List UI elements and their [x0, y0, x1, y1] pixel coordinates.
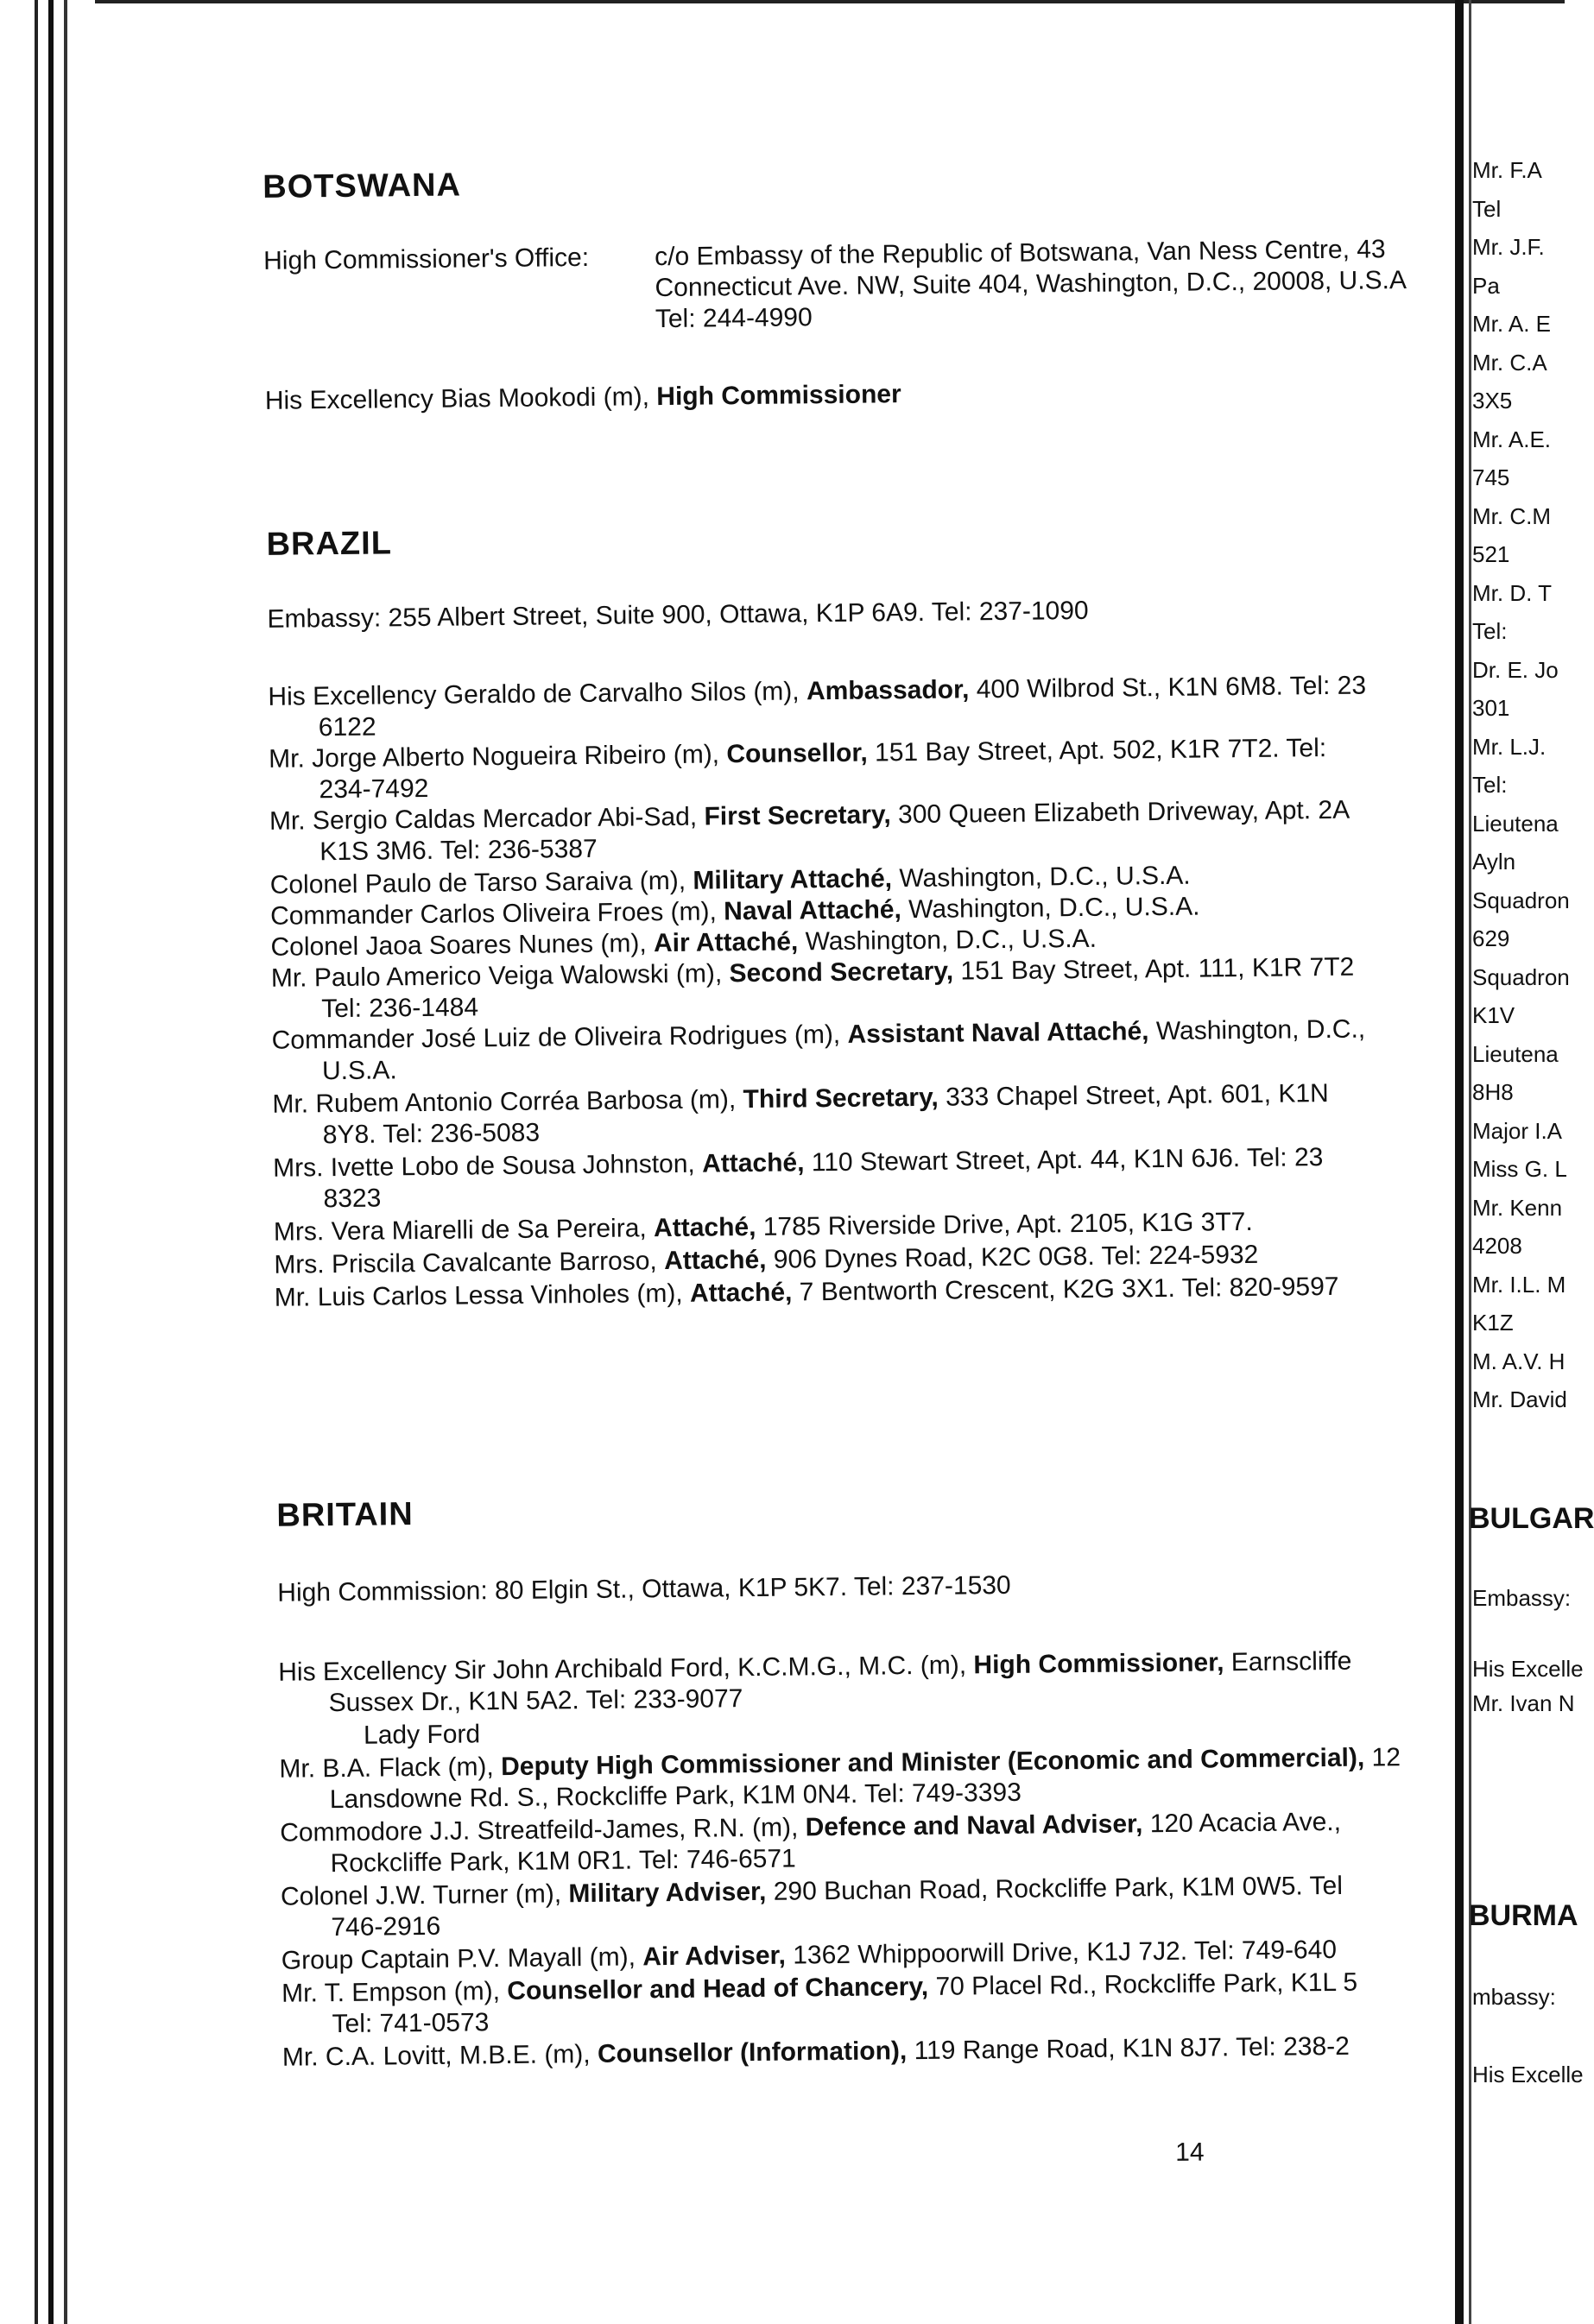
office-label: Embassy: [267, 603, 382, 634]
facing-line: Mr. A. E [1472, 311, 1552, 337]
entry-name: Mrs. Vera Miarelli de Sa Pereira, [273, 1214, 655, 1247]
facing-line: Lieutena [1472, 1041, 1559, 1067]
entry-address: 906 Dynes Road, K2C 0G8. Tel: 224-5932 [766, 1240, 1259, 1274]
facing-line: Tel [1472, 196, 1502, 222]
facing-line: Mr. C.A [1472, 350, 1547, 376]
office-label: High Commission: [277, 1576, 488, 1607]
entry-title: First Secretary, [704, 800, 891, 831]
facing-line: Mr. Kenn [1472, 1195, 1563, 1221]
facing-line: K1V [1472, 1002, 1515, 1028]
facing-page-edge [1455, 0, 1594, 2324]
facing-heading-burma: BURMA [1469, 1899, 1578, 1932]
entry-name: His Excellency Bias Mookodi (m), [264, 382, 657, 415]
entry-title: Air Adviser, [642, 1941, 787, 1972]
entry-address: 7 Bentworth Crescent, K2G 3X1. Tel: 820-9597 [792, 1272, 1339, 1307]
entry-title: Second Secretary, [729, 957, 954, 988]
entry-address: 151 Bay Street, Apt. 111, K1R 7T2 [952, 952, 1355, 986]
facing-line: Mr. J.F. [1472, 234, 1545, 260]
facing-line: 8H8 [1472, 1079, 1514, 1105]
entry-continuation: U.S.A. [321, 1056, 397, 1086]
entry-title: Third Secretary, [743, 1083, 939, 1115]
entry-address: 300 Queen Elizabeth Driveway, Apt. 2A [890, 795, 1350, 830]
office-address-line: c/o Embassy of the Republic of Botswana, Van Ness Centre, 43 [654, 235, 1386, 272]
facing-line: 3X5 [1472, 388, 1513, 414]
entry-address: 290 Buchan Road, Rockcliffe Park, K1M 0W5. Tel [766, 1871, 1344, 1906]
entry [278, 1646, 1351, 1689]
gutter-rule [1469, 0, 1471, 2324]
entry-title: Deputy High Commissioner and Minister (Economic and Commercial), [500, 1743, 1365, 1782]
facing-line: Tel: [1472, 618, 1508, 644]
facing-line: Miss G. L [1472, 1156, 1567, 1182]
facing-line: Dr. E. Jo [1472, 657, 1559, 683]
entry-address: Washington, D.C., [1148, 1014, 1366, 1046]
facing-line: K1Z [1472, 1310, 1514, 1336]
entry-address: Washington, D.C., U.S.A. [901, 892, 1200, 925]
facing-line: Squadron [1472, 964, 1570, 990]
entry-address: 151 Bay Street, Apt. 502, K1R 7T2. Tel: [867, 733, 1327, 767]
office-address-line: Tel: 244-4990 [655, 303, 813, 334]
facing-line: mbassy: [1472, 1984, 1556, 2010]
entry [269, 795, 1350, 837]
entry-name: Colonel J.W. Turner (m), [280, 1879, 569, 1911]
section-heading-botswana: BOTSWANA [263, 167, 462, 205]
entry-continuation: Tel: 741-0573 [332, 2008, 490, 2039]
entry-name: Mr. B.A. Flack (m), [279, 1752, 502, 1784]
facing-line: Major I.A [1472, 1118, 1563, 1144]
entry-continuation: Lansdowne Rd. S., Rockcliffe Park, K1M 0N4. Tel: 749-3393 [329, 1778, 1022, 1815]
entry [265, 379, 901, 417]
entry-address: 400 Wilbrod St., K1N 6M8. Tel: 23 [969, 671, 1367, 704]
facing-heading-bulgaria: BULGAR [1469, 1502, 1594, 1535]
entry-address: 1362 Whippoorwill Drive, K1J 7J2. Tel: 749-640 [785, 1935, 1338, 1970]
facing-line: Ayln [1472, 849, 1516, 875]
entry-name: Colonel Paulo de Tarso Saraiva (m), [269, 866, 693, 900]
entry-name: Commodore J.J. Streatfeild-James, R.N. (m), [280, 1813, 806, 1847]
entry-name: His Excellency Geraldo de Carvalho Silos (m), [268, 677, 807, 711]
directory-page [250, 0, 1475, 2324]
entry-title: Air Attaché, [653, 927, 799, 958]
entry-name: Mr. C.A. Lovitt, M.B.E. (m), [281, 2039, 598, 2072]
section-heading-britain: BRITAIN [276, 1496, 414, 1534]
facing-line: Mr. D. T [1472, 580, 1552, 606]
entry-address: 70 Placel Rd., Rockcliffe Park, K1L 5 [928, 1967, 1358, 2001]
entry-title: Attaché, [663, 1245, 767, 1276]
entry-address: Washington, D.C., U.S.A. [798, 924, 1097, 957]
facing-line: M. A.V. H [1472, 1348, 1566, 1374]
entry-title: Ambassador, [806, 675, 970, 706]
facing-line: 745 [1472, 464, 1510, 490]
binding-edge [0, 0, 95, 2324]
entry [272, 1078, 1329, 1121]
facing-line: Mr. F.A [1472, 157, 1542, 183]
entry-continuation: 234-7492 [319, 774, 429, 805]
entry-title: Naval Attaché, [724, 895, 901, 926]
entry-address: Washington, D.C., U.S.A. [891, 861, 1191, 894]
entry-address: 120 Acacia Ave., [1142, 1807, 1342, 1839]
page-number: 14 [1174, 2138, 1205, 2167]
facing-line: 4208 [1472, 1233, 1522, 1259]
entry-title: Assistant Naval Attaché, [847, 1017, 1149, 1049]
gutter-shadow [1455, 0, 1464, 2324]
embassy-line [267, 596, 1088, 635]
facing-line: Tel: [1472, 772, 1508, 798]
entry-title: High Commissioner, [973, 1648, 1224, 1680]
facing-line: Mr. I.L. M [1472, 1272, 1566, 1298]
facing-line: 629 [1472, 925, 1510, 951]
facing-line: Mr. C.M [1472, 503, 1551, 529]
entry-title: Defence and Naval Adviser, [805, 1809, 1143, 1842]
facing-line: Squadron [1472, 887, 1570, 913]
entry-address: Earnscliffe [1224, 1646, 1352, 1677]
entry-continuation: Rockcliffe Park, K1M 0R1. Tel: 746-6571 [330, 1844, 796, 1879]
entry-name: Mr. Paulo Americo Veiga Walowski (m), [270, 959, 730, 993]
entry-continuation: K1S 3M6. Tel: 236-5387 [319, 834, 598, 867]
entry-continuation: 8323 [323, 1184, 382, 1214]
entry-continuation: Tel: 236-1484 [321, 993, 479, 1024]
entry-title: Attaché, [689, 1278, 793, 1308]
facing-line: 301 [1472, 695, 1510, 721]
office-label: High Commissioner's Office: [263, 243, 590, 275]
facing-line: Mr. David [1472, 1386, 1567, 1412]
facing-line: His Excelle [1472, 1656, 1584, 1682]
entry-name: Mrs. Priscila Cavalcante Barroso, [274, 1247, 665, 1279]
facing-line: His Excelle [1472, 2062, 1584, 2087]
entry-name: Mr. Rubem Antonio Corréa Barbosa (m), [272, 1085, 743, 1119]
facing-line: Mr. Ivan N [1472, 1690, 1575, 1716]
entry-name: Mr. Sergio Caldas Mercador Abi-Sad, [269, 802, 705, 836]
high-commission-line [277, 1570, 1011, 1609]
entry-name: Mr. T. Empson (m), [281, 1977, 508, 2008]
facing-line: Mr. A.E. [1472, 426, 1552, 452]
entry-title: Military Attaché, [693, 864, 893, 895]
entry-name: His Excellency Sir John Archibald Ford, K.C.M.G., M.C. (m), [278, 1651, 974, 1687]
entry-address: 1785 Riverside Drive, Apt. 2105, K1G 3T7. [756, 1207, 1253, 1241]
entry-name: Group Captain P.V. Mayall (m), [281, 1942, 643, 1975]
entry-address: 110 Stewart Street, Apt. 44, K1N 6J6. Tel: 23 [804, 1143, 1324, 1178]
entry-address: 119 Range Road, K1N 8J7. Tel: 238-2 [907, 2031, 1350, 2066]
entry-address: 333 Chapel Street, Apt. 601, K1N [938, 1078, 1329, 1112]
entry-name: Mrs. Ivette Lobo de Sousa Johnston, [273, 1149, 703, 1183]
entry-title: Attaché, [701, 1148, 805, 1178]
entry-title: Military Adviser, [568, 1877, 767, 1909]
entry-continuation: 8Y8. Tel: 236-5083 [322, 1118, 541, 1150]
entry-title: Attaché, [653, 1212, 756, 1243]
section-heading-brazil: BRAZIL [266, 525, 393, 563]
facing-line: Mr. L.J. [1472, 734, 1547, 760]
facing-line: Embassy: [1472, 1585, 1572, 1611]
entry-name: Mr. Luis Carlos Lessa Vinholes (m), [274, 1279, 691, 1312]
entry-title: Counsellor and Head of Chancery, [507, 1972, 929, 2006]
facing-line: Lieutena [1472, 811, 1559, 837]
entry-continuation: 746-2916 [331, 1911, 441, 1942]
entry-name: Commander Carlos Oliveira Froes (m), [269, 897, 724, 931]
entry-spouse: Lady Ford [363, 1720, 481, 1750]
entry-continuation: 6122 [318, 712, 376, 742]
office-address: 255 Albert Street, Suite 900, Ottawa, K1P 6A9. Tel: 237-1090 [388, 596, 1089, 633]
entry-title: High Commissioner [656, 380, 901, 412]
entry-name: Commander José Luiz de Oliveira Rodrigues (m), [271, 1020, 848, 1055]
facing-line: Pa [1472, 273, 1500, 299]
entry-name: Colonel Jaoa Soares Nunes (m), [270, 929, 655, 962]
entry-continuation: Sussex Dr., K1N 5A2. Tel: 233-9077 [328, 1684, 743, 1718]
entry-title: Counsellor, [726, 738, 868, 769]
office-address-line: Connecticut Ave. NW, Suite 404, Washington, D.C., 20008, U.S.A [655, 265, 1407, 303]
entry [268, 671, 1366, 713]
entry-title: Counsellor (Information), [597, 2037, 908, 2068]
facing-line: 521 [1472, 541, 1510, 567]
entry-name: Mr. Jorge Alberto Nogueira Ribeiro (m), [269, 740, 727, 774]
entry-address: 12 [1364, 1743, 1401, 1772]
entry [269, 733, 1326, 775]
office-address: 80 Elgin St., Ottawa, K1P 5K7. Tel: 237-1530 [494, 1570, 1011, 1606]
